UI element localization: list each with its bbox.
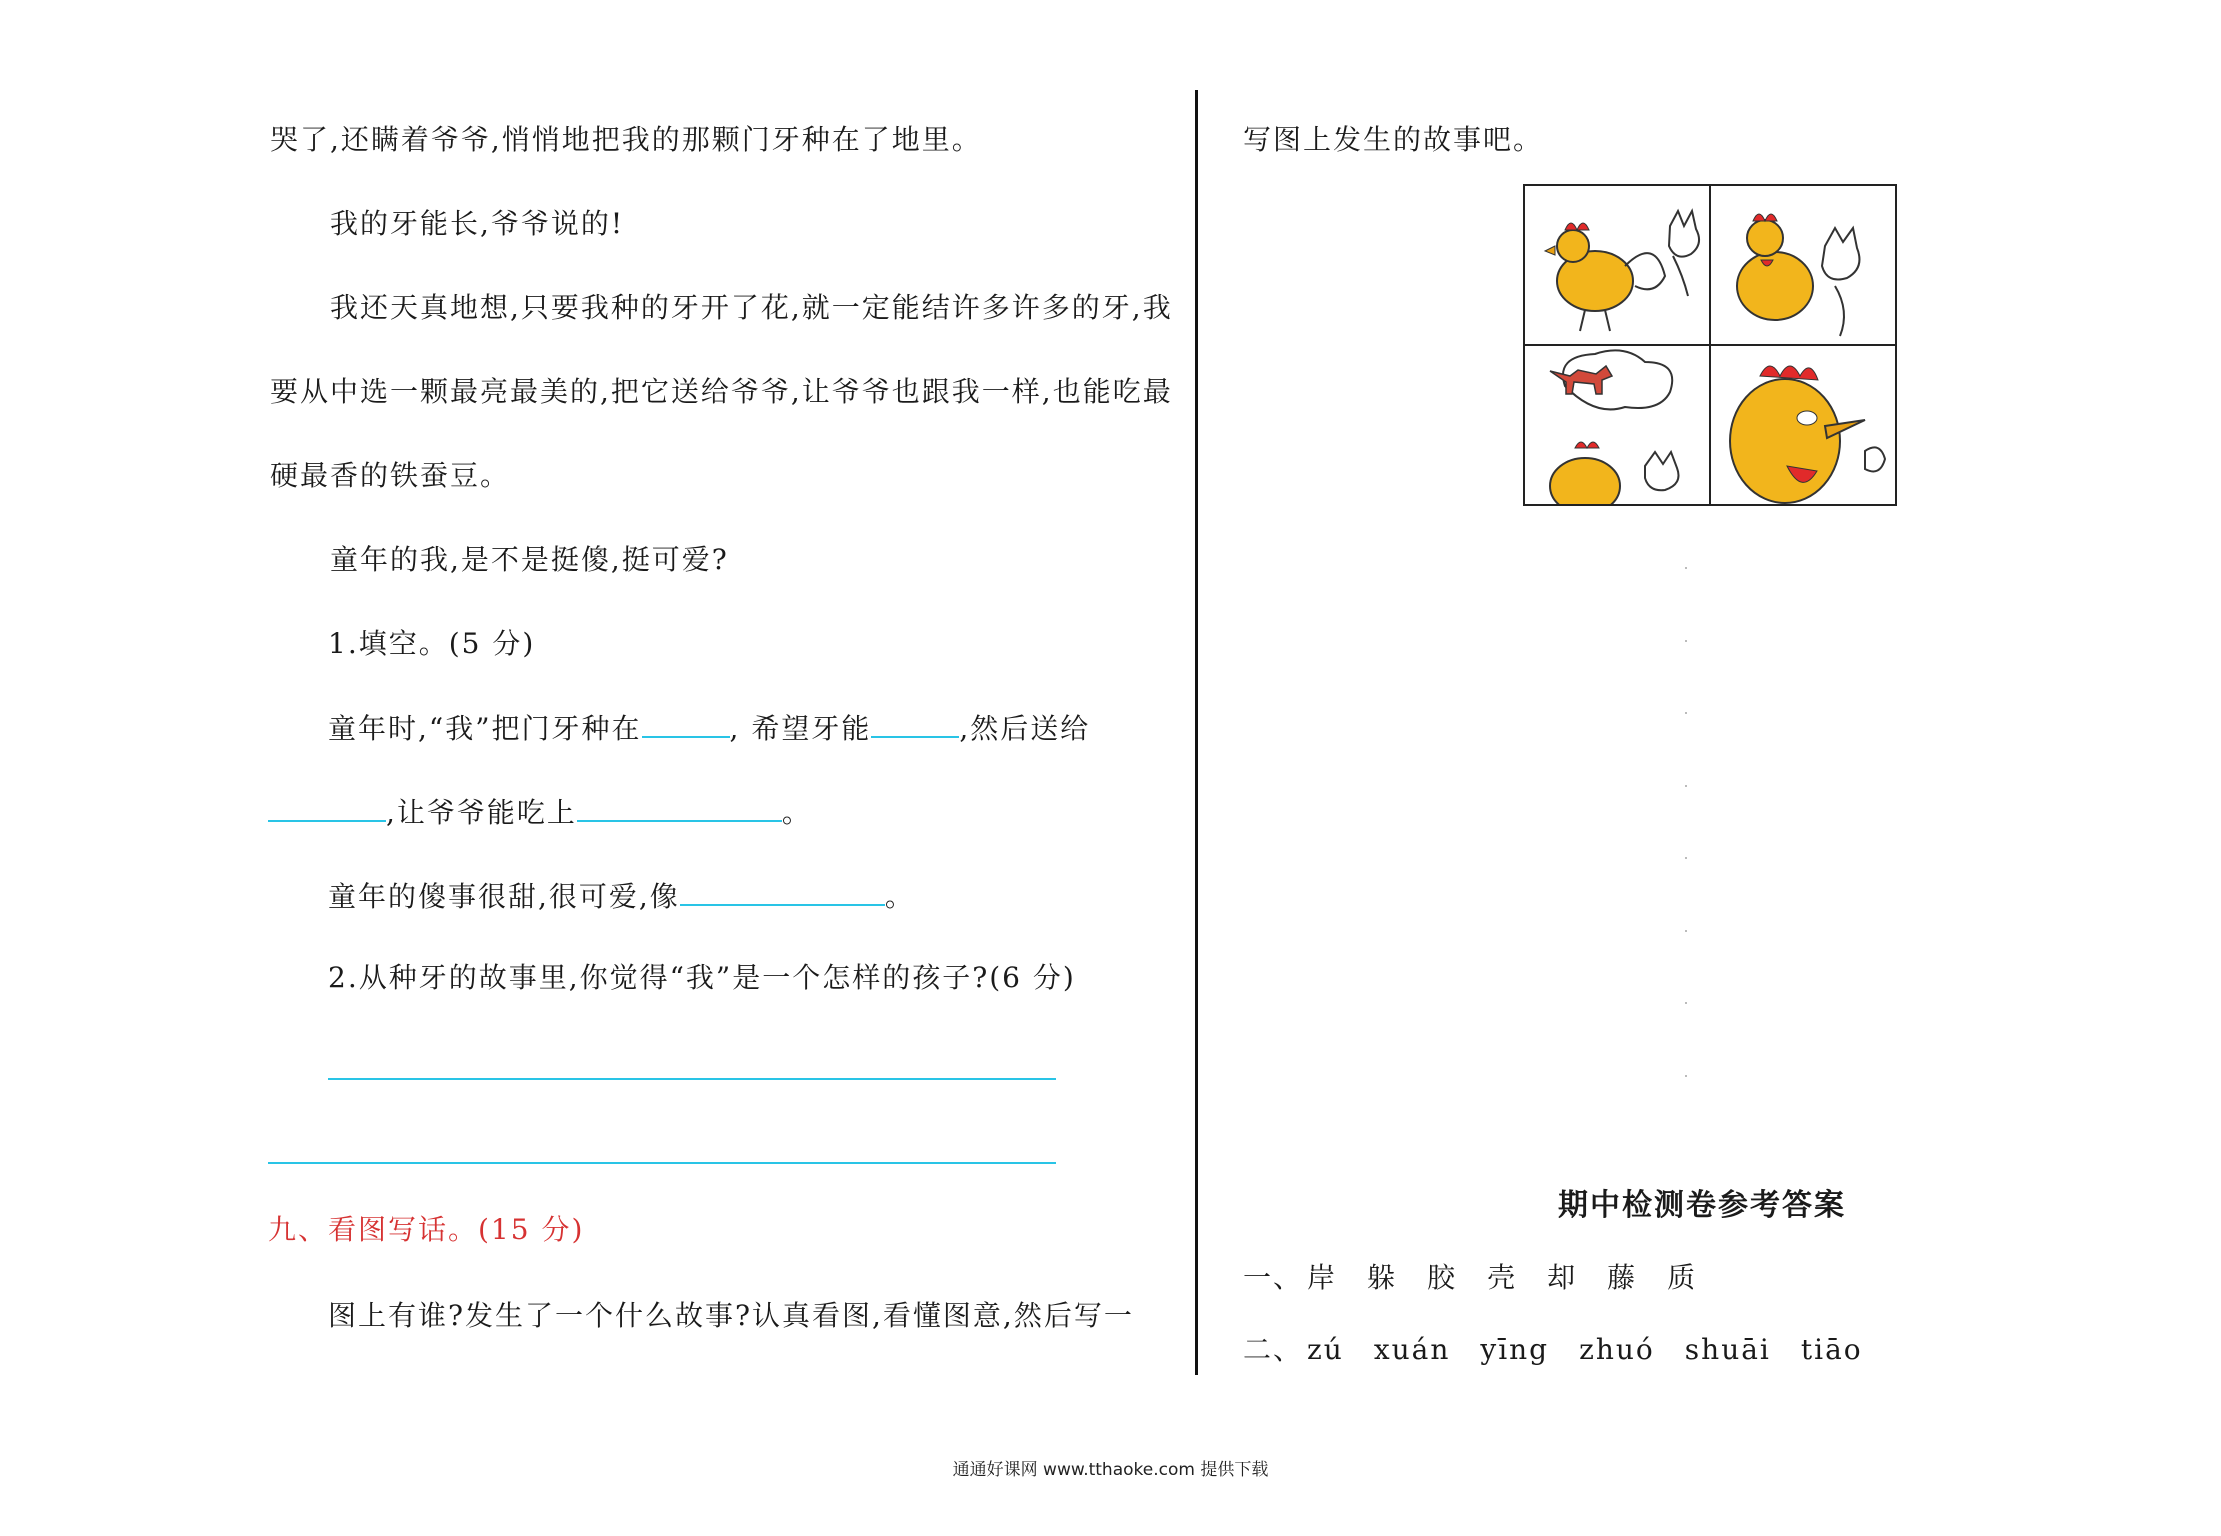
- panel-2: [1737, 214, 1859, 336]
- blank-field-5[interactable]: [680, 876, 885, 906]
- answer-1-char: 壳: [1487, 1261, 1518, 1294]
- column-divider: [1195, 90, 1198, 1375]
- answer-2-pinyin: tiāo: [1800, 1333, 1863, 1366]
- section-9-continued: 写图上发生的故事吧。: [1243, 123, 1544, 156]
- passage-line-3c: 硬最香的铁蚕豆。: [270, 459, 511, 492]
- answer-2-pinyin: zú: [1307, 1333, 1344, 1366]
- panel-3: [1550, 350, 1679, 504]
- passage-line-2: 我的牙能长,爷爷说的!: [330, 207, 625, 240]
- dot-mark: [1685, 640, 1687, 642]
- panel-4: [1730, 366, 1885, 503]
- blank-field-2[interactable]: [871, 708, 959, 738]
- answer-2-pinyin: xuán: [1373, 1333, 1451, 1366]
- answer-1-char: 藤: [1607, 1261, 1638, 1294]
- page-footer: 通通好课网 www.tthaoke.com 提供下载: [952, 1460, 1269, 1480]
- passage-line-3a: 我还天真地想,只要我种的牙开了花,就一定能结许多许多的牙,我: [330, 291, 1173, 324]
- answer-2-label: 二、: [1243, 1333, 1304, 1366]
- question-1-line-3: [328, 876, 915, 917]
- answer-1-row: [1243, 1258, 1727, 1298]
- q1-text-g: 。: [884, 880, 915, 913]
- q1-text-e: 。: [781, 796, 812, 829]
- answer-1-char: 胶: [1427, 1261, 1458, 1294]
- question-2-title: 2.从种牙的故事里,你觉得“我”是一个怎样的孩子?(6 分): [328, 961, 1076, 994]
- blank-field-3[interactable]: [268, 792, 386, 822]
- passage-line-1: 哭了,还瞒着爷爷,悄悄地把我的那颗门牙种在了地里。: [270, 123, 982, 156]
- dot-mark: [1685, 930, 1687, 932]
- answer-2-pinyin: shuāi: [1684, 1333, 1771, 1366]
- answer-line-2[interactable]: [268, 1162, 1056, 1164]
- question-1-line-1: [328, 708, 1090, 749]
- question-1-line-2: [268, 792, 812, 833]
- answer-1-char: 岸: [1307, 1261, 1338, 1294]
- dot-mark: [1685, 567, 1687, 569]
- answer-2-pinyin: zhuó: [1579, 1333, 1655, 1366]
- q1-text-f: 童年的傻事很甜,很可爱,像: [328, 880, 680, 913]
- dot-mark: [1685, 857, 1687, 859]
- answer-1-char: 躲: [1367, 1261, 1398, 1294]
- panel-1: [1545, 211, 1699, 331]
- answer-1-char: 却: [1547, 1261, 1578, 1294]
- q1-text-d: ,让爷爷能吃上: [386, 796, 577, 829]
- blank-field-1[interactable]: [642, 708, 730, 738]
- dot-mark: [1685, 1002, 1687, 1004]
- q1-text-c: ,然后送给: [959, 712, 1091, 745]
- section-9-title: 九、看图写话。(15 分): [268, 1213, 585, 1246]
- dot-mark: [1685, 712, 1687, 714]
- q1-text-b: , 希望牙能: [729, 712, 872, 745]
- answer-1-label: 一、: [1243, 1261, 1304, 1294]
- section-9-instructions: 图上有谁?发生了一个什么故事?认真看图,看懂图意,然后写一: [328, 1299, 1134, 1332]
- question-1-title: 1.填空。(5 分): [328, 627, 536, 660]
- answer-2-row: [1243, 1330, 1893, 1370]
- dot-mark: [1685, 785, 1687, 787]
- passage-line-3b: 要从中选一颗最亮最美的,把它送给爷爷,让爷爷也跟我一样,也能吃最: [270, 375, 1173, 408]
- q1-text-a: 童年时,“我”把门牙种在: [328, 712, 642, 745]
- blank-field-4[interactable]: [577, 792, 782, 822]
- passage-line-4: 童年的我,是不是挺傻,挺可爱?: [330, 543, 729, 576]
- answer-line-1[interactable]: [328, 1078, 1056, 1080]
- answer-key-title: 期中检测卷参考答案: [1558, 1188, 1846, 1223]
- answer-1-char: 质: [1667, 1261, 1698, 1294]
- answer-2-pinyin: yīng: [1480, 1333, 1550, 1366]
- comic-strip-image: [1523, 184, 1897, 506]
- dot-mark: [1685, 1075, 1687, 1077]
